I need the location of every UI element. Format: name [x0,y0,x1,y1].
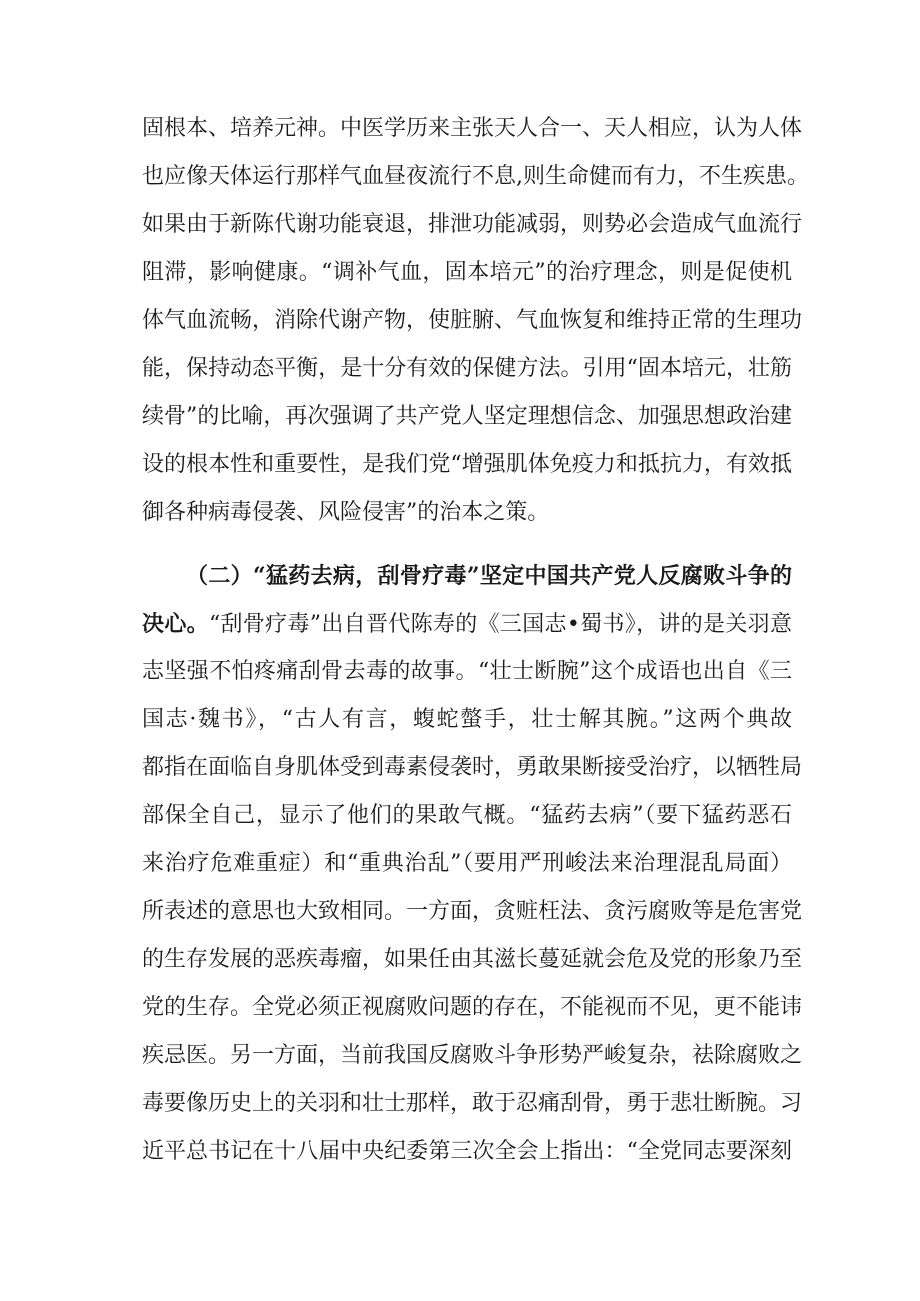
paragraph-2-line-6: 来治疗危难重症）和“重典治乱”（要用严刑峻法来治理混乱局面） [142,851,792,876]
paragraph-2-line-7: 所表述的意思也大致相同。一方面，贪赃枉法、贪污腐败等是危害党 [142,899,803,924]
paragraph-1-line-1: 固根本、培养元神。中医学历来主张天人合一、天人相应，认为人体 [142,116,803,141]
paragraph-1-line-5: 体气血流畅，消除代谢产物，使脏腑、气血恢复和维持正常的生理功 [142,308,803,333]
paragraph-1-line-6: 能，保持动态平衡，是十分有效的保健方法。引用“固本培元，壮筋 [142,356,792,381]
paragraph-2-line-4: 都指在面临自身肌体受到毒素侵袭时，勇敢果断接受治疗，以牺牲局 [142,755,803,780]
paragraph-1-line-7: 续骨”的比喻，再次强调了共产党人坚定理想信念、加强思想政治建 [142,404,792,429]
paragraph-2-line-1-text: “刮骨疗毒”出自晋代陈寿的《三国志•蜀书》，讲的是关羽意 [208,612,792,637]
paragraph-1-line-8: 设的根本性和重要性，是我们党“增强肌体免疫力和抵抗力，有效抵 [142,452,792,477]
paragraph-2-line-5: 部保全自己，显示了他们的果敢气概。“猛药去病”（要下猛药恶石 [142,803,792,828]
section-heading: （二）“猛药去病，刮骨疗毒”坚定中国共产党人反腐败斗争的 [186,563,792,589]
paragraph-1-line-4: 阻滞，影响健康。“调补气血，固本培元”的治疗理念，则是促使机 [142,260,792,285]
paragraph-2-line-2: 志坚强不怕疼痛刮骨去毒的故事。“壮士断腕”这个成语也出自《三 [142,659,792,684]
paragraph-1-line-2: 也应像天体运行那样气血昼夜流行不息,则生命健而有力，不生疾患。 [142,164,809,189]
paragraph-2-line-9: 党的生存。全党必须正视腐败问题的存在，不能视而不见，更不能讳 [142,995,803,1020]
paragraph-1-line-3: 如果由于新陈代谢功能衰退，排泄功能减弱，则势必会造成气血流行 [142,212,803,237]
paragraph-2-line-11: 毒要像历史上的关羽和壮士那样，敢于忍痛刮骨，勇于悲壮断腕。习 [142,1091,803,1116]
paragraph-2-line-10: 疾忌医。另一方面，当前我国反腐败斗争形势严峻复杂，祛除腐败之 [142,1043,803,1068]
paragraph-1-line-9: 御各种病毒侵袭、风险侵害”的治本之策。 [142,500,550,525]
paragraph-2-line-1 [142,609,792,640]
paragraph-2-line-8: 的生存发展的恶疾毒瘤，如果任由其滋长蔓延就会危及党的形象乃至 [142,947,803,972]
paragraph-2-line-12: 近平总书记在十八届中央纪委第三次全会上指出：“全党同志要深刻 [142,1139,792,1164]
section-heading-end: 决心。 [142,611,209,637]
paragraph-2-line-3: 国志·魏书》，“古人有言，蝮蛇螫手，壮士解其腕。”这两个典故 [142,707,792,732]
